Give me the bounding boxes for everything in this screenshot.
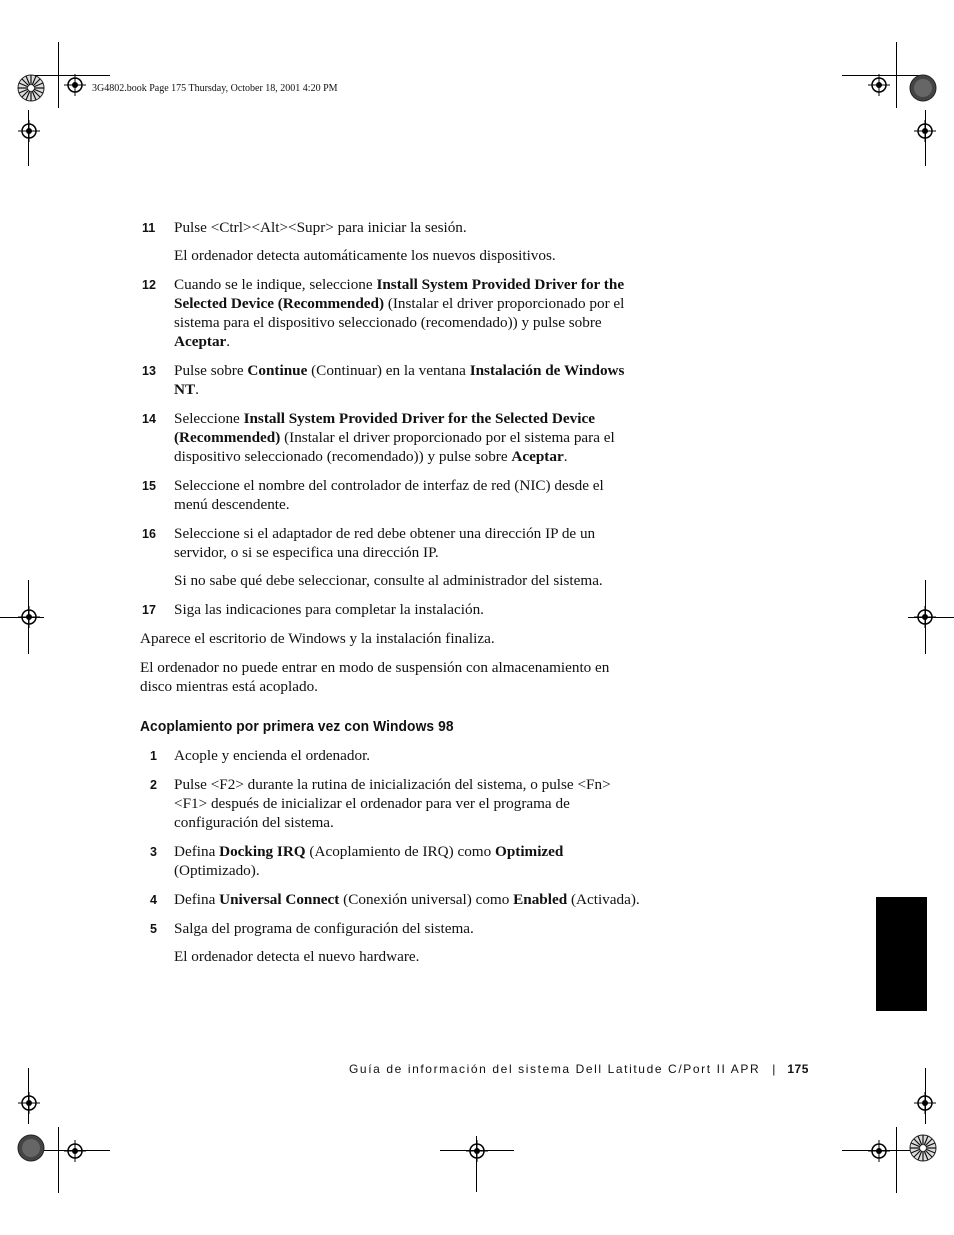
list-item bbox=[140, 775, 640, 832]
color-target-icon bbox=[909, 74, 937, 102]
list-item bbox=[140, 361, 640, 399]
list-item bbox=[140, 746, 640, 765]
step-text bbox=[174, 775, 640, 832]
list-item bbox=[140, 409, 640, 466]
text-run: <Ctrl><Alt><Supr> bbox=[210, 219, 334, 236]
step-text bbox=[174, 600, 640, 619]
text-run: El ordenador detecta automáticamente los nuevos dispositivos. bbox=[174, 247, 556, 264]
page-number: 175 bbox=[787, 1062, 809, 1076]
registration-target-icon bbox=[18, 606, 40, 628]
ui-term: Install System Provided Driver for the Selected Device (Recommended) bbox=[174, 410, 595, 446]
list-item bbox=[140, 600, 640, 619]
text-run: Pulse sobre bbox=[174, 362, 248, 379]
ui-term: Instalación de Windows NT bbox=[174, 362, 625, 398]
text-run: (Continuar) en la ventana bbox=[307, 362, 470, 379]
text-run: Pulse bbox=[174, 219, 211, 236]
step-number: 12 bbox=[142, 278, 156, 292]
text-run: Siga las indicaciones para completar la instalación. bbox=[174, 601, 484, 618]
list-item bbox=[140, 842, 640, 880]
registration-target-icon bbox=[18, 1092, 40, 1114]
print-header-file-info: 3G4802.book Page 175 Thursday, October 18, 2001 4:20 PM bbox=[92, 83, 338, 94]
step-number: 3 bbox=[150, 845, 157, 859]
step-text bbox=[174, 919, 640, 938]
step-number: 11 bbox=[142, 221, 156, 235]
registration-target-icon bbox=[64, 1140, 86, 1162]
ui-term: Aceptar bbox=[511, 448, 564, 465]
text-run: (Instalar el driver proporcionado por el sistema para el dispositivo seleccionado (recomendado)) y pulse sobre bbox=[174, 429, 615, 465]
registration-target-icon bbox=[914, 1092, 936, 1114]
text-run: Defina bbox=[174, 891, 220, 908]
text-run: (Optimizado). bbox=[174, 862, 260, 879]
text-run: . bbox=[563, 448, 568, 465]
step-text bbox=[174, 524, 640, 562]
body-paragraph: Aparece el escritorio de Windows y la instalación finaliza. bbox=[140, 630, 495, 647]
ui-term: Optimized bbox=[495, 843, 564, 860]
step-text bbox=[174, 246, 640, 265]
list-item bbox=[140, 275, 640, 351]
step-text bbox=[174, 571, 640, 590]
section-heading: Acoplamiento por primera vez con Windows 98 bbox=[140, 718, 454, 735]
step-text bbox=[174, 842, 640, 880]
color-target-icon bbox=[17, 1134, 45, 1162]
starburst-mark-icon bbox=[909, 1134, 937, 1162]
step-number: 1 bbox=[150, 749, 157, 763]
ui-term: Install System Provided Driver for the Selected Device (Recommended) bbox=[174, 276, 625, 312]
text-run: El ordenador detecta el nuevo hardware. bbox=[174, 948, 420, 965]
text-run: . bbox=[226, 333, 231, 350]
step-text bbox=[174, 947, 640, 966]
list-item bbox=[140, 890, 640, 909]
step-text bbox=[174, 275, 640, 351]
procedure-steps-list bbox=[140, 746, 640, 966]
text-run: Acople y encienda el ordenador. bbox=[174, 747, 371, 764]
step-number: 5 bbox=[150, 922, 157, 936]
registration-target-icon bbox=[914, 606, 936, 628]
footer-separator: | bbox=[772, 1062, 776, 1076]
starburst-mark-icon bbox=[17, 74, 45, 102]
registration-target-icon bbox=[868, 74, 890, 96]
step-number: 16 bbox=[142, 527, 156, 541]
text-run: . bbox=[195, 381, 199, 398]
body-paragraph: El ordenador no puede entrar en modo de suspensión con almacenamiento en disco mientras está acoplado. bbox=[140, 659, 610, 695]
list-item bbox=[140, 476, 640, 514]
registration-target-icon bbox=[914, 120, 936, 142]
ui-term: Docking IRQ bbox=[219, 843, 306, 860]
ui-term: Continue bbox=[247, 362, 308, 379]
text-run: Si no sabe qué debe seleccionar, consulte al administrador del sistema. bbox=[174, 572, 603, 589]
step-number: 4 bbox=[150, 893, 157, 907]
ui-term: Aceptar bbox=[174, 333, 227, 350]
list-item bbox=[140, 218, 640, 265]
list-item bbox=[140, 919, 640, 966]
text-run: (Instalar el driver proporcionado por el sistema para el dispositivo seleccionado (recomendado)) y pulse sobre bbox=[174, 295, 625, 331]
registration-target-icon bbox=[18, 120, 40, 142]
text-run: Pulse <F2> durante la rutina de inicialización del sistema, o pulse <Fn><F1> después de inicializar el ordenador para ver el programa de configuración del sistema. bbox=[174, 776, 611, 831]
step-text bbox=[174, 476, 640, 514]
step-text bbox=[174, 746, 640, 765]
registration-target-icon bbox=[868, 1140, 890, 1162]
crop-mark bbox=[58, 1127, 59, 1193]
text-run: Seleccione el nombre del controlador de interfaz de red (NIC) desde el menú descendente. bbox=[174, 477, 604, 513]
ui-term: Universal Connect bbox=[219, 891, 340, 908]
text-run: Seleccione bbox=[174, 410, 244, 427]
registration-target-icon bbox=[64, 74, 86, 96]
text-run: (Acoplamiento de IRQ) como bbox=[305, 843, 495, 860]
page-content bbox=[140, 218, 640, 976]
step-number: 13 bbox=[142, 364, 156, 378]
crop-mark bbox=[896, 1127, 897, 1193]
registration-target-icon bbox=[466, 1140, 488, 1162]
step-number: 17 bbox=[142, 603, 156, 617]
list-item bbox=[140, 524, 640, 590]
step-text bbox=[174, 890, 640, 909]
step-text bbox=[174, 361, 640, 399]
text-run: para iniciar la sesión. bbox=[333, 219, 467, 236]
text-run: (Conexión universal) como bbox=[339, 891, 514, 908]
procedure-steps-list bbox=[140, 218, 640, 619]
text-run: Seleccione si el adaptador de red debe obtener una dirección IP de un servidor, o si se especifica una dirección IP. bbox=[174, 525, 596, 561]
step-number: 2 bbox=[150, 778, 157, 792]
text-run: Salga del programa de configuración del sistema. bbox=[174, 920, 474, 937]
step-text bbox=[174, 218, 640, 237]
text-run: Defina bbox=[174, 843, 220, 860]
footer-title: Guía de información del sistema Dell Latitude C/Port II APR bbox=[349, 1062, 761, 1076]
page-footer bbox=[349, 1062, 809, 1076]
ui-term: Enabled bbox=[513, 891, 568, 908]
text-run: Cuando se le indique, seleccione bbox=[174, 276, 377, 293]
step-number: 15 bbox=[142, 479, 156, 493]
step-number: 14 bbox=[142, 412, 156, 426]
text-run: (Activada). bbox=[567, 891, 640, 908]
thumb-index-tab bbox=[876, 897, 927, 1011]
step-text bbox=[174, 409, 640, 466]
